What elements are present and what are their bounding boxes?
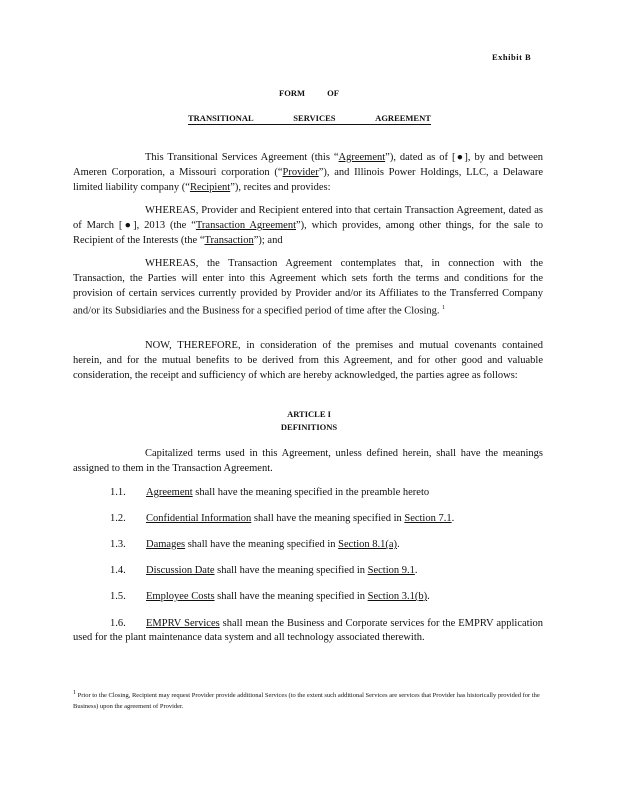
footnote-text: Prior to the Closing, Recipient may request Provider provide additional Services (to the extent such additional Services are services that Provider has historically provided for the Business) upon the agreement of Provider. <box>73 692 540 711</box>
now-therefore-paragraph: NOW, THEREFORE, in consideration of the premises and mutual covenants contained herein, and for the mutual benefits to be derived from this Agreement, and for other good and valuable consideration, the receipt and sufficiency of which are hereby acknowledged, the parties agree as follows: <box>73 340 543 381</box>
section-reference: Section 9.1 <box>367 565 415 576</box>
article-subheading: DEFINITIONS <box>280 422 338 432</box>
section-reference: Section 8.1(a) <box>338 539 398 550</box>
definition-term: Agreement <box>146 487 193 498</box>
agreement-title: TRANSITIONAL SERVICES AGREEMENT <box>188 113 431 123</box>
definition-term: Employee Costs <box>146 591 215 602</box>
form-of-heading: FORM OF <box>279 88 339 98</box>
definition-item: 1.4. Discussion Date shall have the meaning specified in Section 9.1. <box>110 565 418 576</box>
definition-item: 1.6. EMPRV Services shall mean the Business and Corporate services for the EMPRV application used for the plant maintenance data system and all technology associated therewith. <box>73 618 543 643</box>
definition-item: 1.2. Confidential Information shall have the meaning specified in Section 7.1. <box>110 513 455 524</box>
article-heading: ARTICLE I <box>287 409 331 419</box>
whereas-paragraph-1: WHEREAS, Provider and Recipient entered into that certain Transaction Agreement, dated as of March [●], 2013 (the “Transaction Agreement”), which provides, among other things, for the sale to Recipient of the Interests (the “Transaction”); and <box>73 205 543 246</box>
definition-term: Damages <box>146 539 186 550</box>
defined-term: Recipient <box>189 182 231 193</box>
definition-item: 1.3. Damages shall have the meaning specified in Section 8.1(a). <box>110 539 400 550</box>
definitions-intro-paragraph: Capitalized terms used in this Agreement, unless defined herein, shall have the meanings assigned to them in the Transaction Agreement. <box>73 448 543 474</box>
defined-term: Transaction <box>204 235 254 246</box>
defined-term: Agreement <box>338 152 386 163</box>
footnote-reference: 1 <box>442 305 446 311</box>
definition-item: 1.5. Employee Costs shall have the meaning specified in Section 3.1(b). <box>110 591 430 602</box>
whereas-paragraph-2: WHEREAS, the Transaction Agreement contemplates that, in connection with the Transaction, the Parties will enter into this Agreement which sets forth the terms and conditions for the provision of certain services currently provided by Provider and/or its Affiliates to the Transferred Company and/or its Subsidiaries and the Business for a specified period of time after the Closing. $^1$ <box>73 258 543 317</box>
definition-term: Discussion Date <box>146 565 215 576</box>
defined-term: Provider <box>282 167 319 178</box>
preamble-paragraph: This Transitional Services Agreement (this “Agreement”), dated as of [●], by and between Ameren Corporation, a Missouri corporation (“Provider”), and Illinois Power Holdings, LLC, a Delaware limited liability company (“Recipient”), recites and provides: <box>73 152 543 193</box>
section-reference: Section 7.1 <box>404 513 452 524</box>
definition-term: EMPRV Services <box>146 618 220 629</box>
definition-term: Confidential Information <box>146 513 252 524</box>
footnote-mark: 1 <box>73 690 76 696</box>
defined-term: Transaction Agreement <box>195 220 296 231</box>
exhibit-label: Exhibit B <box>492 52 532 62</box>
definition-item: 1.1. Agreement shall have the meaning specified in the preamble hereto <box>110 487 430 498</box>
footnote <box>73 688 543 712</box>
section-reference: Section 3.1(b) <box>367 591 428 602</box>
